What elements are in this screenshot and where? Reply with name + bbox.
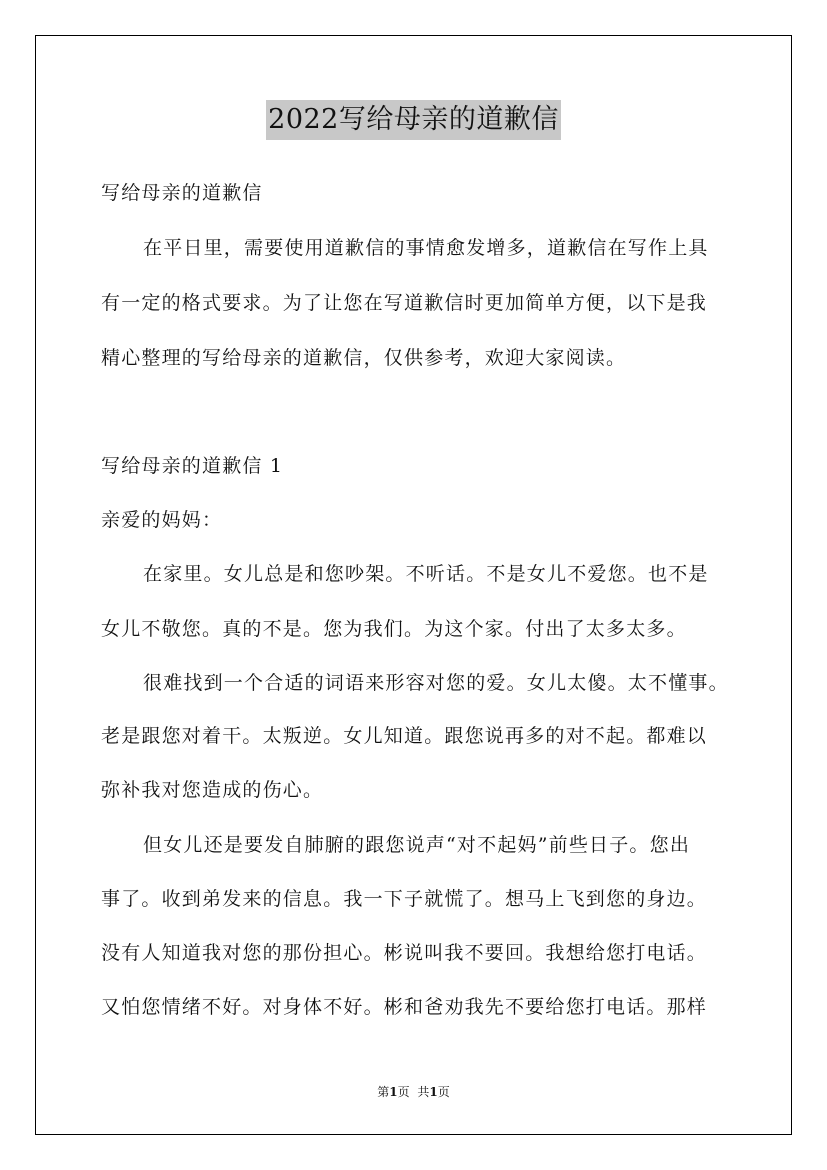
intro-line: 在平日里，需要使用道歉信的事情愈发增多，道歉信在写作上具 (143, 237, 709, 259)
body-line: 很难找到一个合适的词语来形容对您的爱。女儿太傻。太不懂事。 (143, 672, 729, 694)
body-line: 没有人知道我对您的那份担心。彬说叫我不要回。我想给您打电话。 (101, 942, 708, 964)
body-line: 在家里。女儿总是和您吵架。不听话。不是女儿不爱您。也不是 (143, 563, 709, 585)
document-title: 2022写给母亲的道歉信 (266, 100, 561, 140)
body-line: 女儿不敬您。真的不是。您为我们。为这个家。付出了太多太多。 (101, 618, 687, 640)
subtitle: 写给母亲的道歉信 (101, 182, 263, 204)
page-footer (0, 1084, 827, 1100)
page-prefix: 第 (377, 1085, 390, 1099)
intro-line: 精心整理的写给母亲的道歉信，仅供参考，欢迎大家阅读。 (101, 347, 627, 369)
total-pages: 1 (429, 1085, 438, 1099)
salutation: 亲爱的妈妈： (101, 509, 223, 531)
page-number: 1 (389, 1085, 398, 1099)
body-line: 又怕您情绪不好。对身体不好。彬和爸劝我先不要给您打电话。那样 (101, 996, 708, 1018)
total-suffix: 页 (437, 1085, 450, 1099)
page-suffix: 页 (397, 1085, 410, 1099)
body-line: 老是跟您对着干。太叛逆。女儿知道。跟您说再多的对不起。都难以 (101, 725, 708, 747)
body-line: 但女儿还是要发自肺腑的跟您说声“对不起妈”前些日子。您出 (143, 834, 691, 856)
body-line: 弥补我对您造成的伤心。 (101, 779, 324, 801)
intro-line: 有一定的格式要求。为了让您在写道歉信时更加简单方便，以下是我 (101, 292, 708, 314)
title-container (0, 100, 827, 140)
section-heading: 写给母亲的道歉信 1 (101, 455, 284, 477)
total-prefix: 共 (417, 1085, 430, 1099)
body-line: 事了。收到弟发来的信息。我一下子就慌了。想马上飞到您的身边。 (101, 888, 708, 910)
